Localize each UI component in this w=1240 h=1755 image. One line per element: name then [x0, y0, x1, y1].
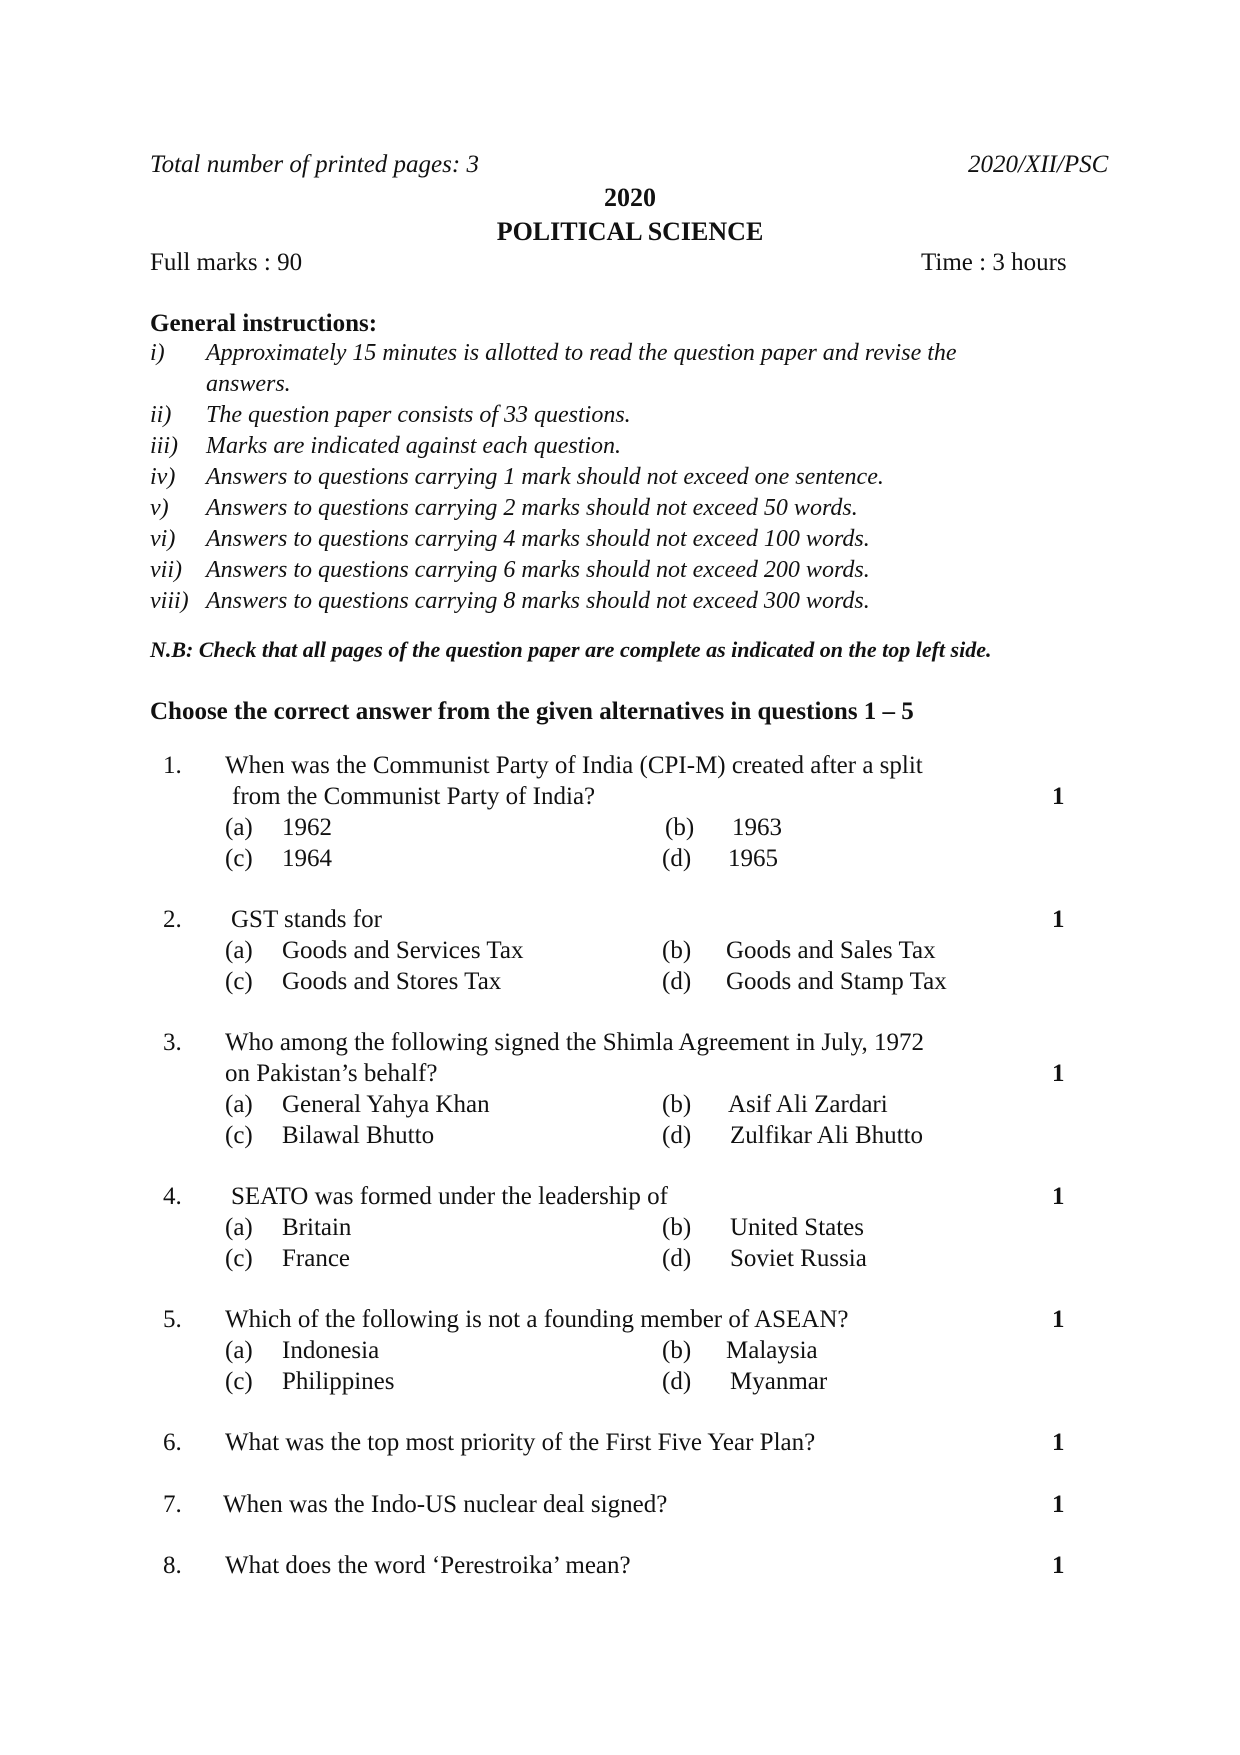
option-label: (b)	[665, 814, 695, 841]
option-label: (d)	[662, 1122, 692, 1149]
question-text: When was the Communist Party of India (CPI-M) created after a split	[225, 752, 923, 779]
instruction-text: Marks are indicated against each question.	[206, 433, 622, 459]
printed-pages-note: Total number of printed pages: 3	[150, 151, 479, 178]
question-text: Who among the following signed the Shimla Agreement in July, 1972	[225, 1029, 924, 1056]
option-label: (b)	[662, 937, 692, 964]
option-text: Soviet Russia	[730, 1245, 867, 1272]
section-heading: Choose the correct answer from the given alternatives in questions 1 – 5	[150, 698, 914, 725]
instruction-text: Answers to questions carrying 4 marks should not exceed 100 words.	[206, 526, 870, 552]
paper-code: 2020/XII/PSC	[968, 151, 1109, 178]
option-label: (a)	[225, 937, 253, 964]
question-number: 7.	[163, 1491, 182, 1518]
instruction-number: iv)	[150, 464, 176, 490]
instruction-number: ii)	[150, 402, 172, 428]
question-text: on Pakistan’s behalf?	[225, 1060, 438, 1087]
option-text: Goods and Sales Tax	[726, 937, 936, 964]
question-text: What was the top most priority of the First Five Year Plan?	[225, 1429, 816, 1456]
instruction-number: viii)	[150, 588, 189, 614]
instruction-text: The question paper consists of 33 questions.	[206, 402, 631, 428]
option-text: Goods and Services Tax	[282, 937, 524, 964]
option-text: General Yahya Khan	[282, 1091, 490, 1118]
option-text: Goods and Stores Tax	[282, 968, 502, 995]
question-mark: 1	[1052, 1306, 1065, 1333]
instruction-text: Approximately 15 minutes is allotted to read the question paper and revise the	[206, 340, 957, 366]
option-text: France	[282, 1245, 351, 1272]
option-text: Goods and Stamp Tax	[726, 968, 947, 995]
question-text: When was the Indo-US nuclear deal signed?	[223, 1491, 668, 1518]
question-number: 2.	[163, 906, 182, 933]
question-mark: 1	[1052, 906, 1065, 933]
question-text: GST stands for	[231, 906, 382, 933]
option-text: 1964	[282, 845, 332, 872]
option-text: 1963	[732, 814, 782, 841]
option-text: Philippines	[282, 1368, 395, 1395]
option-label: (b)	[662, 1091, 692, 1118]
question-text: What does the word ‘Perestroika’ mean?	[225, 1552, 631, 1579]
option-text: United States	[730, 1214, 865, 1241]
instruction-number: v)	[150, 495, 169, 521]
question-number: 8.	[163, 1552, 182, 1579]
option-text: 1962	[282, 814, 332, 841]
instruction-number: vi)	[150, 526, 176, 552]
question-text: SEATO was formed under the leadership of	[231, 1183, 668, 1210]
option-label: (a)	[225, 1091, 253, 1118]
option-label: (b)	[662, 1337, 692, 1364]
option-text: Indonesia	[282, 1337, 380, 1364]
option-label: (a)	[225, 814, 253, 841]
instruction-text: Answers to questions carrying 1 mark should not exceed one sentence.	[206, 464, 884, 490]
option-label: (c)	[225, 1122, 253, 1149]
instruction-number: i)	[150, 340, 165, 366]
option-label: (d)	[662, 1245, 692, 1272]
question-number: 3.	[163, 1029, 182, 1056]
option-text: 1965	[728, 845, 778, 872]
option-text: Asif Ali Zardari	[728, 1091, 888, 1118]
full-marks: Full marks : 90	[150, 249, 303, 276]
question-number: 1.	[163, 752, 182, 779]
question-number: 6.	[163, 1429, 182, 1456]
question-number: 4.	[163, 1183, 182, 1210]
option-label: (a)	[225, 1214, 253, 1241]
option-text: Zulfikar Ali Bhutto	[730, 1122, 924, 1149]
option-label: (d)	[662, 1368, 692, 1395]
question-text: Which of the following is not a founding member of ASEAN?	[225, 1306, 849, 1333]
time-allowed: Time : 3 hours	[921, 249, 1067, 276]
question-mark: 1	[1052, 783, 1065, 810]
option-text: Britain	[282, 1214, 352, 1241]
question-mark: 1	[1052, 1491, 1065, 1518]
instruction-text: Answers to questions carrying 8 marks should not exceed 300 words.	[206, 588, 870, 614]
option-label: (c)	[225, 845, 253, 872]
instruction-text: answers.	[206, 371, 291, 397]
question-mark: 1	[1052, 1060, 1065, 1087]
nb-note: N.B: Check that all pages of the question paper are complete as indicated on the top left side.	[150, 637, 992, 662]
question-mark: 1	[1052, 1552, 1065, 1579]
option-label: (a)	[225, 1337, 253, 1364]
exam-year: 2020	[604, 183, 656, 212]
option-text: Malaysia	[726, 1337, 818, 1364]
instruction-text: Answers to questions carrying 2 marks should not exceed 50 words.	[206, 495, 858, 521]
option-label: (d)	[662, 845, 692, 872]
instructions-title: General instructions:	[150, 310, 378, 337]
option-label: (c)	[225, 1245, 253, 1272]
subject-title: POLITICAL SCIENCE	[496, 217, 764, 246]
question-mark: 1	[1052, 1429, 1065, 1456]
instruction-text: Answers to questions carrying 6 marks should not exceed 200 words.	[206, 557, 870, 583]
option-label: (d)	[662, 968, 692, 995]
question-text: from the Communist Party of India?	[232, 783, 596, 810]
instruction-number: vii)	[150, 557, 182, 583]
option-label: (c)	[225, 968, 253, 995]
option-label: (c)	[225, 1368, 253, 1395]
question-number: 5.	[163, 1306, 182, 1333]
question-mark: 1	[1052, 1183, 1065, 1210]
option-text: Bilawal Bhutto	[282, 1122, 435, 1149]
instruction-number: iii)	[150, 433, 178, 459]
option-label: (b)	[662, 1214, 692, 1241]
option-text: Myanmar	[730, 1368, 828, 1395]
